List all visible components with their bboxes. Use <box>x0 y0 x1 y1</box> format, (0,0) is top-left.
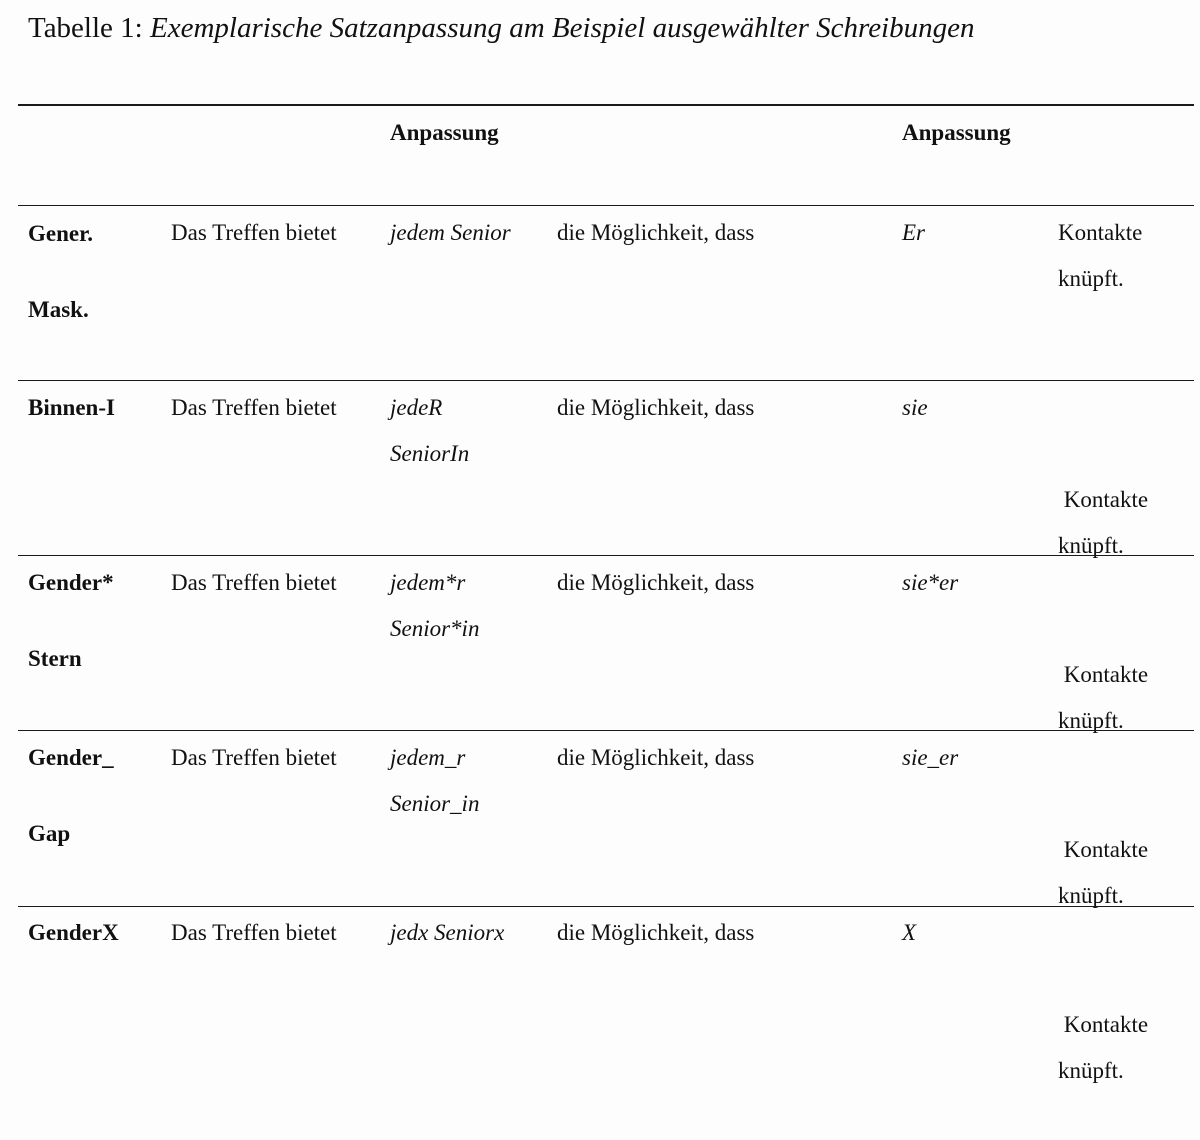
header-anpassung-1: Anpassung <box>390 120 499 145</box>
row-clause: die Möglichkeit, dass <box>557 395 755 420</box>
row-clause: die Möglichkeit, dass <box>557 920 755 945</box>
row-subject: Das Treffen bietet <box>171 920 337 945</box>
row-clause: die Möglichkeit, dass <box>557 220 755 245</box>
row-adapted-pronoun: X <box>902 920 917 945</box>
row-clause: die Möglichkeit, dass <box>557 745 755 770</box>
row-label: Gener. Mask. <box>28 221 93 322</box>
row-rule <box>18 380 1194 381</box>
row-adapted-pronoun: sie_er <box>902 745 959 770</box>
row-label: Gender* Stern <box>28 570 114 671</box>
header-anpassung-2: Anpassung <box>902 120 1011 145</box>
row-adapted-pronoun: sie*er <box>902 570 959 595</box>
table-caption <box>28 8 975 48</box>
row-subject: Das Treffen bietet <box>171 220 337 245</box>
row-rule <box>18 906 1194 907</box>
row-adapted-object: jedx Seniorx <box>390 920 505 945</box>
row-label: Gender_ Gap <box>28 745 114 846</box>
header-rule <box>18 205 1194 206</box>
caption-title: Exemplarische Satzanpassung am Beispiel ausgewählter Schreibungen <box>149 12 975 44</box>
row-adapted-pronoun: Er <box>902 220 925 245</box>
row-rule <box>18 730 1194 731</box>
row-adapted-object: jedem Senior <box>390 220 511 245</box>
row-subject: Das Treffen bietet <box>171 570 337 595</box>
row-adapted-pronoun: sie <box>902 395 928 420</box>
row-adapted-object: jedem*r Senior*in <box>390 570 480 641</box>
row-ending: Kontakte knüpft. <box>1058 220 1143 291</box>
row-ending: Kontakte knüpft. <box>1058 1012 1149 1083</box>
caption-prefix: Tabelle 1: <box>28 12 150 44</box>
row-label: Binnen-I <box>28 395 115 420</box>
row-clause: die Möglichkeit, dass <box>557 570 755 595</box>
row-ending: Kontakte knüpft. <box>1058 487 1149 558</box>
row-subject: Das Treffen bietet <box>171 745 337 770</box>
table-top-rule <box>18 104 1194 106</box>
row-label: GenderX <box>28 920 119 945</box>
row-ending: Kontakte knüpft. <box>1058 837 1149 908</box>
row-rule <box>18 555 1194 556</box>
row-adapted-object: jedem_r Senior_in <box>390 745 480 816</box>
row-ending: Kontakte knüpft. <box>1058 662 1149 733</box>
row-subject: Das Treffen bietet <box>171 395 337 420</box>
row-adapted-object: jedeR SeniorIn <box>390 395 470 466</box>
